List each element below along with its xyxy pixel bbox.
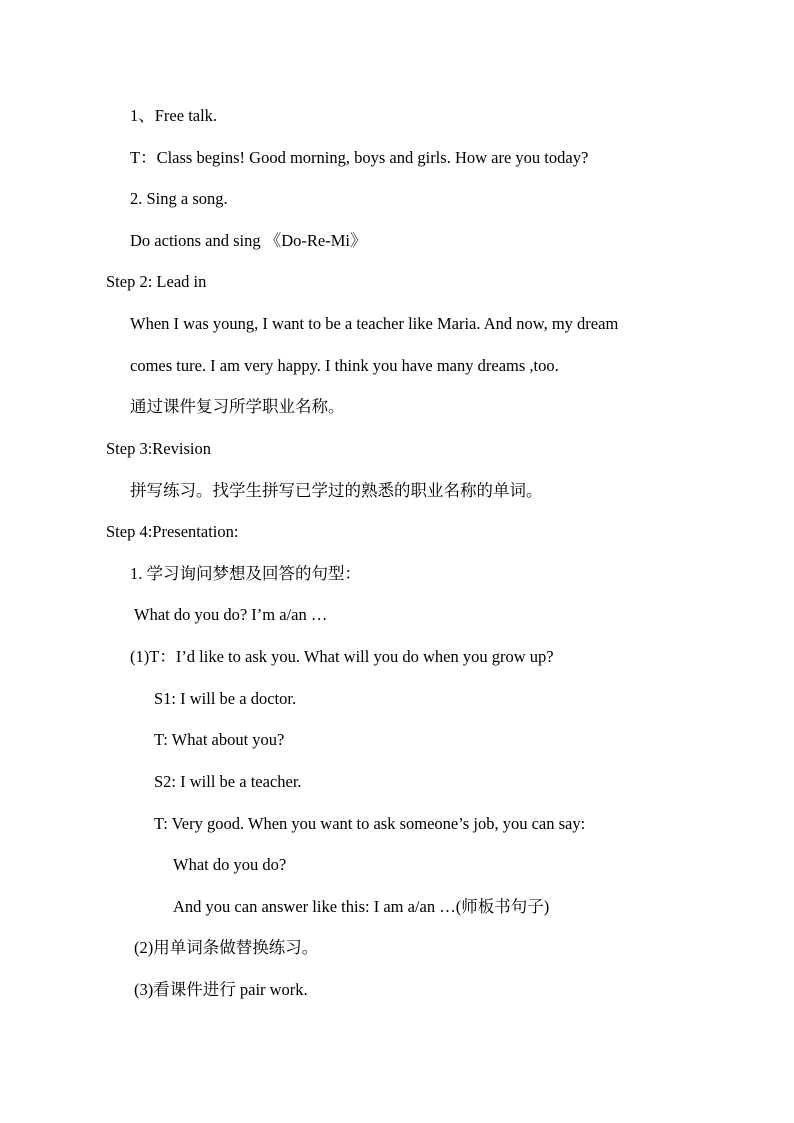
question-example-line: What do you do?	[173, 855, 287, 874]
song-actions-line: Do actions and sing 《Do-Re-Mi》	[130, 231, 367, 250]
teacher-explanation-line: T: Very good. When you want to ask someone’s job, you can say:	[154, 814, 586, 833]
teacher-follow-up: T: What about you?	[154, 730, 285, 749]
student-1-answer: S1: I will be a doctor.	[154, 689, 297, 708]
free-talk-heading: 1、Free talk.	[130, 106, 218, 125]
lead-in-chinese-note: 通过课件复习所学职业名称。	[130, 397, 345, 416]
teacher-question-line: (1)T：I’d like to ask you. What will you do when you grow up?	[130, 647, 554, 666]
sing-song-heading: 2. Sing a song.	[130, 189, 228, 208]
step-3-heading: Step 3:Revision	[106, 439, 211, 458]
student-2-answer: S2: I will be a teacher.	[154, 772, 302, 791]
teacher-greeting-line: T：Class begins! Good morning, boys and girls. How are you today?	[130, 148, 589, 167]
lead-in-text-line-2: comes ture. I am very happy. I think you have many dreams ,too.	[130, 356, 559, 375]
step-4-heading: Step 4:Presentation:	[106, 522, 239, 541]
sentence-pattern-line: What do you do? I’m a/an …	[134, 605, 328, 624]
practice-item-3: (3)看课件进行 pair work.	[134, 980, 308, 999]
lead-in-text-line-1: When I was young, I want to be a teacher like Maria. And now, my dream	[130, 314, 619, 333]
practice-item-2: (2)用单词条做替换练习。	[134, 938, 319, 957]
answer-example-line: And you can answer like this: I am a/an …(师板书句子)	[173, 897, 550, 916]
presentation-item-1: 1. 学习询问梦想及回答的句型：	[130, 564, 361, 583]
step-2-heading: Step 2: Lead in	[106, 272, 207, 291]
revision-chinese-note: 拼写练习。找学生拼写已学过的熟悉的职业名称的单词。	[130, 481, 543, 500]
